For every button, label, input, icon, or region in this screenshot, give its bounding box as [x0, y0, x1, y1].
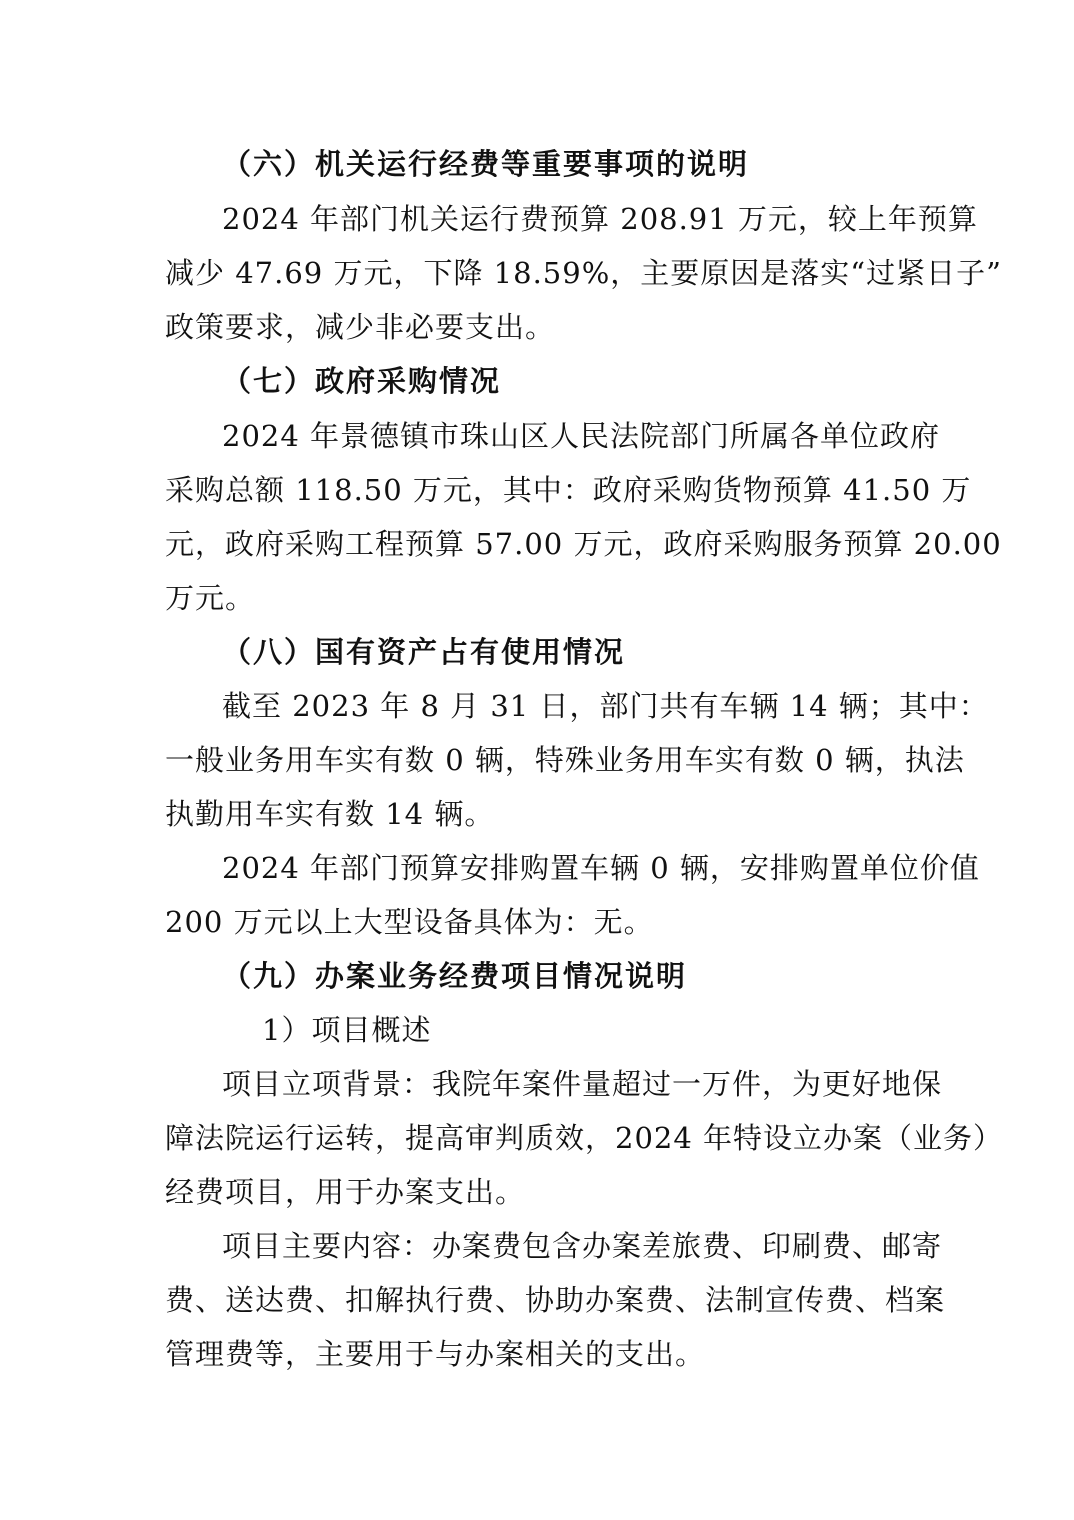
section-9-heading: （九）办案业务经费项目情况说明: [222, 959, 688, 993]
section-6-line-3: 政策要求，减少非必要支出。: [165, 310, 556, 344]
section-8-line-2: 一般业务用车实有数 0 辆，特殊业务用车实有数 0 辆，执法: [165, 743, 965, 777]
section-8-line-4: 2024 年部门预算安排购置车辆 0 辆，安排购置单位价值: [222, 851, 980, 885]
section-9-line-1: 项目立项背景：我院年案件量超过一万件，为更好地保: [222, 1067, 943, 1101]
section-9-subheading: 1）项目概述: [262, 1013, 432, 1047]
section-7-heading: （七）政府采购情况: [222, 364, 502, 398]
section-6-line-2: 减少 47.69 万元，下降 18.59%，主要原因是落实“过紧日子”: [165, 256, 1002, 290]
section-8-heading: （八）国有资产占有使用情况: [222, 635, 626, 669]
section-6-line-1: 2024 年部门机关运行费预算 208.91 万元，较上年预算: [222, 202, 978, 236]
section-9-line-4: 项目主要内容：办案费包含办案差旅费、印刷费、邮寄: [222, 1229, 943, 1263]
section-7-line-4: 万元。: [165, 581, 256, 615]
section-8-line-1: 截至 2023 年 8 月 31 日，部门共有车辆 14 辆；其中：: [222, 689, 989, 723]
section-8-line-5: 200 万元以上大型设备具体为：无。: [165, 905, 654, 939]
section-6-heading: （六）机关运行经费等重要事项的说明: [222, 147, 750, 181]
section-9-line-3: 经费项目，用于办案支出。: [165, 1175, 526, 1209]
section-7-line-1: 2024 年景德镇市珠山区人民法院部门所属各单位政府: [222, 419, 941, 453]
section-7-line-3: 元，政府采购工程预算 57.00 万元，政府采购服务预算 20.00: [165, 527, 1002, 561]
section-9-line-2: 障法院运行运转，提高审判质效，2024 年特设立办案（业务）: [165, 1121, 1004, 1155]
section-7-line-2: 采购总额 118.50 万元，其中：政府采购货物预算 41.50 万: [165, 473, 972, 507]
section-9-line-5: 费、送达费、扣解执行费、协助办案费、法制宣传费、档案: [165, 1283, 946, 1317]
section-9-line-6: 管理费等，主要用于与办案相关的支出。: [165, 1337, 706, 1371]
section-8-line-3: 执勤用车实有数 14 辆。: [165, 797, 495, 831]
